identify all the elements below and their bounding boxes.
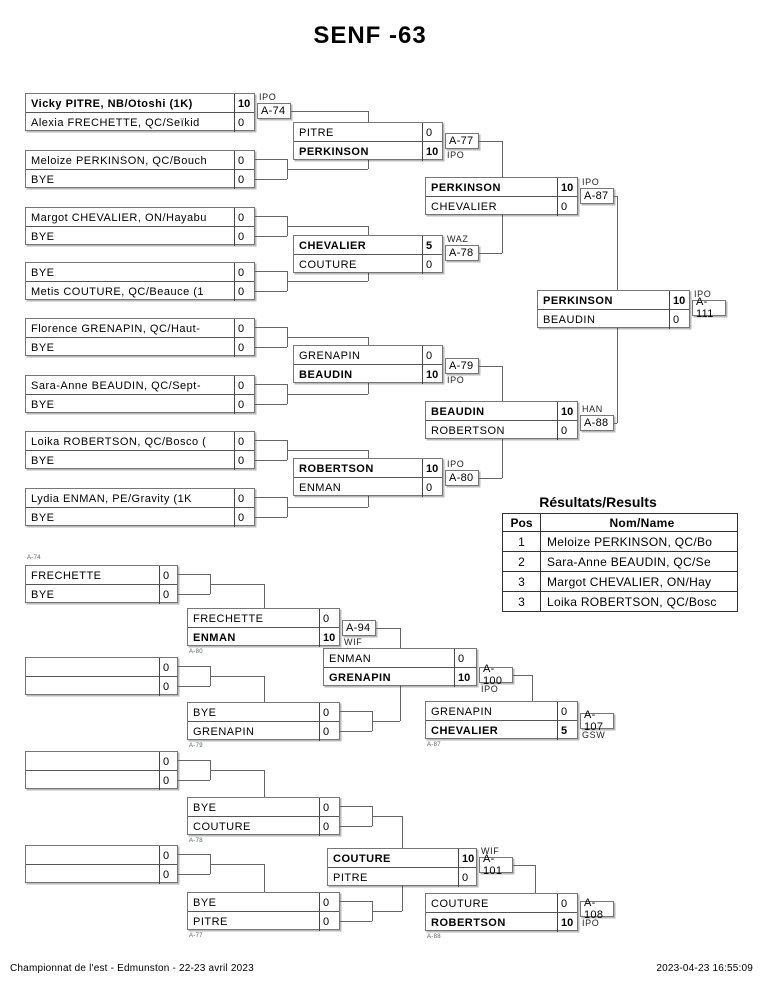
competitor-score: 0 xyxy=(454,649,478,668)
row-divider xyxy=(426,420,577,421)
connector-line xyxy=(372,721,400,722)
row-divider xyxy=(188,721,339,722)
competitor-score: 10 xyxy=(458,849,478,868)
competitor-name: PITRE xyxy=(299,126,334,139)
competitor-name: COUTURE xyxy=(299,258,357,271)
connector-line xyxy=(368,337,369,345)
competitor-score: 0 xyxy=(234,151,256,170)
row-divider xyxy=(26,112,254,113)
competitor-name: BYE xyxy=(31,173,55,186)
connector-line xyxy=(255,497,287,498)
competitor-name: BEAUDIN xyxy=(543,313,596,326)
results-table xyxy=(502,513,738,612)
connector-line xyxy=(368,226,369,235)
connector-line xyxy=(178,780,210,781)
competitor-score: 0 xyxy=(159,752,179,771)
competitor-score: 0 xyxy=(159,771,179,790)
competitor-score: 0 xyxy=(669,310,691,329)
competitor-name: BYE xyxy=(31,398,55,411)
competitor-score: 0 xyxy=(159,677,179,696)
connector-line xyxy=(614,423,617,424)
connector-line xyxy=(287,337,368,338)
competitor-score: 0 xyxy=(234,208,256,227)
match-box xyxy=(425,401,578,439)
row-divider xyxy=(426,720,577,721)
competitor-score: 0 xyxy=(422,123,444,142)
match-box xyxy=(425,893,578,931)
connector-line xyxy=(617,328,618,423)
row-divider xyxy=(26,226,254,227)
match-box xyxy=(25,207,255,245)
competitor-score: 0 xyxy=(159,846,179,865)
row-divider xyxy=(426,912,577,913)
win-code-label: WIF xyxy=(344,637,363,647)
competitor-name: Meloize PERKINSON, QC/Bouch xyxy=(31,154,208,167)
competitor-name: BYE xyxy=(31,341,55,354)
match-box xyxy=(293,345,443,383)
connector-line xyxy=(287,507,368,508)
competitor-name xyxy=(26,658,159,677)
connector-line xyxy=(287,226,368,227)
connector-line xyxy=(376,628,400,629)
connector-line xyxy=(340,731,372,732)
competitor-name: Loika ROBERTSON, QC/Bosco ( xyxy=(31,435,207,448)
competitor-score: 10 xyxy=(669,291,691,310)
result-row xyxy=(503,532,738,552)
match-number: A-78 xyxy=(445,245,479,261)
competitor-score: 0 xyxy=(234,319,256,338)
match-box xyxy=(323,648,477,686)
result-row xyxy=(503,592,738,612)
win-code-label: HAN xyxy=(582,404,603,414)
competitor-score: 0 xyxy=(234,489,256,508)
competitor-score: 0 xyxy=(458,868,478,887)
competitor-score: 0 xyxy=(319,893,341,912)
result-name: Meloize PERKINSON, QC/Bo xyxy=(541,532,738,552)
row-divider xyxy=(26,281,254,282)
match-number: A-101 xyxy=(479,857,513,873)
competitor-score: 0 xyxy=(234,451,256,470)
connector-line xyxy=(291,111,368,112)
competitor-name: BYE xyxy=(31,511,55,524)
connector-line xyxy=(340,921,372,922)
competitor-score: 0 xyxy=(234,395,256,414)
row-divider xyxy=(26,169,254,170)
match-box xyxy=(187,892,340,930)
competitor-score: 0 xyxy=(319,609,341,628)
result-row xyxy=(503,572,738,592)
connector-line xyxy=(502,141,503,177)
win-code-label: IPO xyxy=(259,92,277,102)
connector-line xyxy=(479,366,502,367)
competitor-score: 0 xyxy=(557,197,579,216)
competitor-name: CHEVALIER xyxy=(299,239,367,252)
competitor-score: 10 xyxy=(422,365,444,384)
source-match-label: A-74 xyxy=(27,555,41,561)
competitor-name: ROBERTSON xyxy=(299,462,374,475)
match-number: A-100 xyxy=(479,667,513,683)
competitor-name: FRECHETTE xyxy=(31,569,102,582)
competitor-score: 0 xyxy=(319,912,341,931)
competitor-name: Sara-Anne BEAUDIN, QC/Sept- xyxy=(31,379,202,392)
connector-line xyxy=(255,517,287,518)
competitor-name: BYE xyxy=(31,588,55,601)
connector-line xyxy=(287,169,368,170)
row-divider xyxy=(26,394,254,395)
competitor-name: PERKINSON xyxy=(299,145,369,158)
connector-line xyxy=(532,675,533,701)
win-code-label: IPO xyxy=(447,459,465,469)
footer-event-label: Championnat de l'est - Edmunston - 22-23 avril 2023 xyxy=(10,963,254,974)
competitor-name: PITRE xyxy=(333,871,368,884)
connector-line xyxy=(210,676,264,677)
connector-line xyxy=(340,806,372,807)
match-box xyxy=(25,318,255,356)
results-header-name: Nom/Name xyxy=(541,514,738,532)
competitor-name: Margot CHEVALIER, ON/Hayabu xyxy=(31,211,207,224)
connector-line xyxy=(340,901,372,902)
win-code-label: WIF xyxy=(481,846,500,856)
competitor-name: ROBERTSON xyxy=(431,916,506,929)
match-number: A-107 xyxy=(580,713,614,729)
row-divider xyxy=(294,477,442,478)
row-divider xyxy=(26,864,177,865)
competitor-name: Alexia FRECHETTE, QC/Seïkid xyxy=(31,116,200,129)
row-divider xyxy=(426,196,577,197)
competitor-name: GRENAPIN xyxy=(329,671,392,684)
connector-line xyxy=(287,450,368,451)
competitor-score: 10 xyxy=(234,94,256,113)
match-box xyxy=(537,290,690,328)
competitor-score: 0 xyxy=(557,702,579,721)
connector-line xyxy=(340,826,372,827)
competitor-name xyxy=(26,846,159,865)
win-code-label: IPO xyxy=(481,684,499,694)
match-box xyxy=(425,177,578,215)
competitor-score: 0 xyxy=(234,170,256,189)
result-pos: 1 xyxy=(503,532,541,552)
competitor-name: GRENAPIN xyxy=(299,349,361,362)
connector-line xyxy=(287,281,368,282)
row-divider xyxy=(26,770,177,771)
match-box xyxy=(293,458,443,496)
connector-line xyxy=(502,215,503,253)
win-code-label: IPO xyxy=(582,177,600,187)
competitor-name: GRENAPIN xyxy=(193,725,255,738)
connector-line xyxy=(400,628,401,648)
row-divider xyxy=(328,867,476,868)
win-code-label: GSW xyxy=(582,730,606,740)
connector-line xyxy=(255,236,287,237)
competitor-score: 0 xyxy=(234,263,256,282)
match-number: A-87 xyxy=(580,188,614,204)
row-divider xyxy=(294,141,442,142)
competitor-score: 10 xyxy=(557,178,579,197)
results-title: Résultats/Results xyxy=(539,494,657,510)
source-match-label: A-88 xyxy=(427,934,441,940)
connector-line xyxy=(178,854,210,855)
competitor-name: BYE xyxy=(31,454,55,467)
connector-line xyxy=(255,404,287,405)
competitor-name: PITRE xyxy=(193,915,228,928)
connector-line xyxy=(368,273,369,281)
competitor-name: COUTURE xyxy=(431,897,489,910)
competitor-score: 10 xyxy=(422,142,444,161)
connector-line xyxy=(368,450,369,458)
match-box xyxy=(25,845,178,883)
competitor-name: ROBERTSON xyxy=(431,424,505,437)
connector-line xyxy=(178,666,210,667)
competitor-name: CHEVALIER xyxy=(431,200,498,213)
competitor-name: BYE xyxy=(193,801,217,814)
connector-line xyxy=(372,911,402,912)
result-name: Sara-Anne BEAUDIN, QC/Se xyxy=(541,552,738,572)
match-box xyxy=(25,150,255,188)
row-divider xyxy=(26,507,254,508)
match-box xyxy=(187,608,340,646)
row-divider xyxy=(324,667,476,668)
connector-line xyxy=(264,584,265,608)
competitor-name: BYE xyxy=(31,230,55,243)
match-box xyxy=(25,431,255,469)
result-pos: 3 xyxy=(503,592,541,612)
competitor-name: BYE xyxy=(31,266,55,279)
footer-timestamp: 2023-04-23 16:55:09 xyxy=(656,963,753,974)
competitor-name xyxy=(26,771,159,790)
competitor-name: ENMAN xyxy=(193,631,236,644)
match-box xyxy=(25,262,255,300)
match-number: A-108 xyxy=(580,901,614,917)
connector-line xyxy=(255,216,287,217)
source-match-label: A-77 xyxy=(189,933,203,939)
connector-line xyxy=(264,676,265,702)
connector-line xyxy=(255,440,287,441)
competitor-score: 10 xyxy=(422,459,444,478)
competitor-score: 0 xyxy=(557,894,579,913)
competitor-score: 10 xyxy=(454,668,478,687)
row-divider xyxy=(26,676,177,677)
competitor-score: 10 xyxy=(557,402,579,421)
source-match-label: A-78 xyxy=(189,838,203,844)
connector-line xyxy=(400,686,401,721)
match-box xyxy=(25,488,255,526)
competitor-score: 0 xyxy=(159,585,179,604)
connector-line xyxy=(178,874,210,875)
competitor-name: BEAUDIN xyxy=(431,405,485,418)
connector-line xyxy=(210,864,264,865)
match-number: A-79 xyxy=(445,358,479,374)
result-row xyxy=(503,552,738,572)
competitor-name: PERKINSON xyxy=(543,294,613,307)
competitor-score: 0 xyxy=(319,722,341,741)
connector-line xyxy=(255,159,287,160)
connector-line xyxy=(340,711,372,712)
connector-line xyxy=(255,327,287,328)
connector-line xyxy=(210,584,264,585)
competitor-name xyxy=(26,677,159,696)
connector-line xyxy=(255,179,287,180)
win-code-label: IPO xyxy=(694,289,712,299)
competitor-name: COUTURE xyxy=(333,852,391,865)
row-divider xyxy=(188,627,339,628)
competitor-score: 0 xyxy=(234,376,256,395)
row-divider xyxy=(188,816,339,817)
competitor-name: Vicky PITRE, NB/Otoshi (1K) xyxy=(31,97,193,110)
connector-line xyxy=(178,574,210,575)
source-match-label: A-79 xyxy=(189,743,203,749)
match-box xyxy=(187,797,340,835)
competitor-score: 0 xyxy=(159,566,179,585)
match-number: A-94 xyxy=(342,620,376,636)
competitor-score: 0 xyxy=(422,478,444,497)
match-number: A-88 xyxy=(580,415,614,431)
result-pos: 2 xyxy=(503,552,541,572)
result-name: Loika ROBERTSON, QC/Bosc xyxy=(541,592,738,612)
connector-line xyxy=(264,770,265,797)
competitor-score: 0 xyxy=(557,421,579,440)
competitor-score: 0 xyxy=(234,508,256,527)
competitor-score: 10 xyxy=(557,913,579,932)
match-box xyxy=(293,122,443,160)
competitor-name: Florence GRENAPIN, QC/Haut- xyxy=(31,322,201,335)
competitor-score: 5 xyxy=(557,721,579,740)
source-match-label: A-80 xyxy=(189,649,203,655)
competitor-score: 0 xyxy=(319,703,341,722)
connector-line xyxy=(402,886,403,911)
connector-line xyxy=(513,675,532,676)
connector-line xyxy=(535,865,536,893)
row-divider xyxy=(294,254,442,255)
connector-line xyxy=(479,141,502,142)
win-code-label: IPO xyxy=(582,918,600,928)
connector-line xyxy=(255,291,287,292)
competitor-name: CHEVALIER xyxy=(431,724,499,737)
connector-line xyxy=(502,366,503,401)
competitor-name: BYE xyxy=(193,706,217,719)
connector-line xyxy=(402,816,403,848)
connector-line xyxy=(287,394,368,395)
match-box xyxy=(25,93,255,131)
competitor-score: 0 xyxy=(159,658,179,677)
competitor-score: 0 xyxy=(319,798,341,817)
competitor-name: FRECHETTE xyxy=(193,612,264,625)
competitor-score: 0 xyxy=(422,346,444,365)
match-box xyxy=(327,848,477,886)
connector-line xyxy=(479,478,502,479)
connector-line xyxy=(368,111,369,122)
match-box xyxy=(293,235,443,273)
competitor-score: 0 xyxy=(234,227,256,246)
match-number: A-80 xyxy=(445,470,479,486)
competitor-score: 0 xyxy=(234,282,256,301)
competitor-score: 0 xyxy=(234,432,256,451)
match-box xyxy=(25,657,178,695)
result-name: Margot CHEVALIER, ON/Hay xyxy=(541,572,738,592)
connector-line xyxy=(178,760,210,761)
connector-line xyxy=(368,383,369,394)
row-divider xyxy=(538,309,689,310)
results-header-pos: Pos xyxy=(503,514,541,532)
competitor-name: ENMAN xyxy=(299,481,342,494)
connector-line xyxy=(255,384,287,385)
row-divider xyxy=(294,364,442,365)
win-code-label: WAZ xyxy=(447,234,469,244)
competitor-name: Metis COUTURE, QC/Beauce (1 xyxy=(31,285,205,298)
connector-line xyxy=(513,865,535,866)
match-box xyxy=(25,375,255,413)
competitor-name: PERKINSON xyxy=(431,181,501,194)
row-divider xyxy=(26,584,177,585)
match-number: A-77 xyxy=(445,133,479,149)
match-box xyxy=(425,701,578,739)
competitor-score: 10 xyxy=(319,628,341,647)
connector-line xyxy=(617,196,618,290)
connector-line xyxy=(372,816,402,817)
match-box xyxy=(25,565,178,603)
connector-line xyxy=(264,864,265,892)
source-match-label: A-87 xyxy=(427,742,441,748)
connector-line xyxy=(502,439,503,478)
connector-line xyxy=(255,271,287,272)
competitor-name: COUTURE xyxy=(193,820,251,833)
page-title: SENF -63 xyxy=(313,22,427,49)
connector-line xyxy=(479,253,502,254)
match-box xyxy=(25,751,178,789)
competitor-name: Lydia ENMAN, PE/Gravity (1K xyxy=(31,492,193,505)
result-pos: 3 xyxy=(503,572,541,592)
competitor-name: ENMAN xyxy=(329,652,372,665)
competitor-score: 0 xyxy=(319,817,341,836)
competitor-score: 0 xyxy=(234,113,256,132)
competitor-name: BEAUDIN xyxy=(299,368,353,381)
connector-line xyxy=(178,686,210,687)
win-code-label: IPO xyxy=(447,150,465,160)
competitor-name: GRENAPIN xyxy=(431,705,493,718)
connector-line xyxy=(255,460,287,461)
competitor-score: 0 xyxy=(234,338,256,357)
connector-line xyxy=(178,594,210,595)
row-divider xyxy=(188,911,339,912)
connector-line xyxy=(368,496,369,507)
competitor-name xyxy=(26,865,159,884)
row-divider xyxy=(26,450,254,451)
results-header-row xyxy=(503,514,738,532)
competitor-score: 0 xyxy=(422,255,444,274)
row-divider xyxy=(26,337,254,338)
connector-line xyxy=(255,347,287,348)
connector-line xyxy=(210,770,264,771)
connector-line xyxy=(368,160,369,169)
competitor-name xyxy=(26,752,159,771)
competitor-score: 5 xyxy=(422,236,444,255)
match-number: A-111 xyxy=(692,300,726,316)
match-box xyxy=(187,702,340,740)
win-code-label: IPO xyxy=(447,375,465,385)
competitor-score: 0 xyxy=(159,865,179,884)
match-number: A-74 xyxy=(257,103,291,119)
competitor-name: BYE xyxy=(193,896,217,909)
